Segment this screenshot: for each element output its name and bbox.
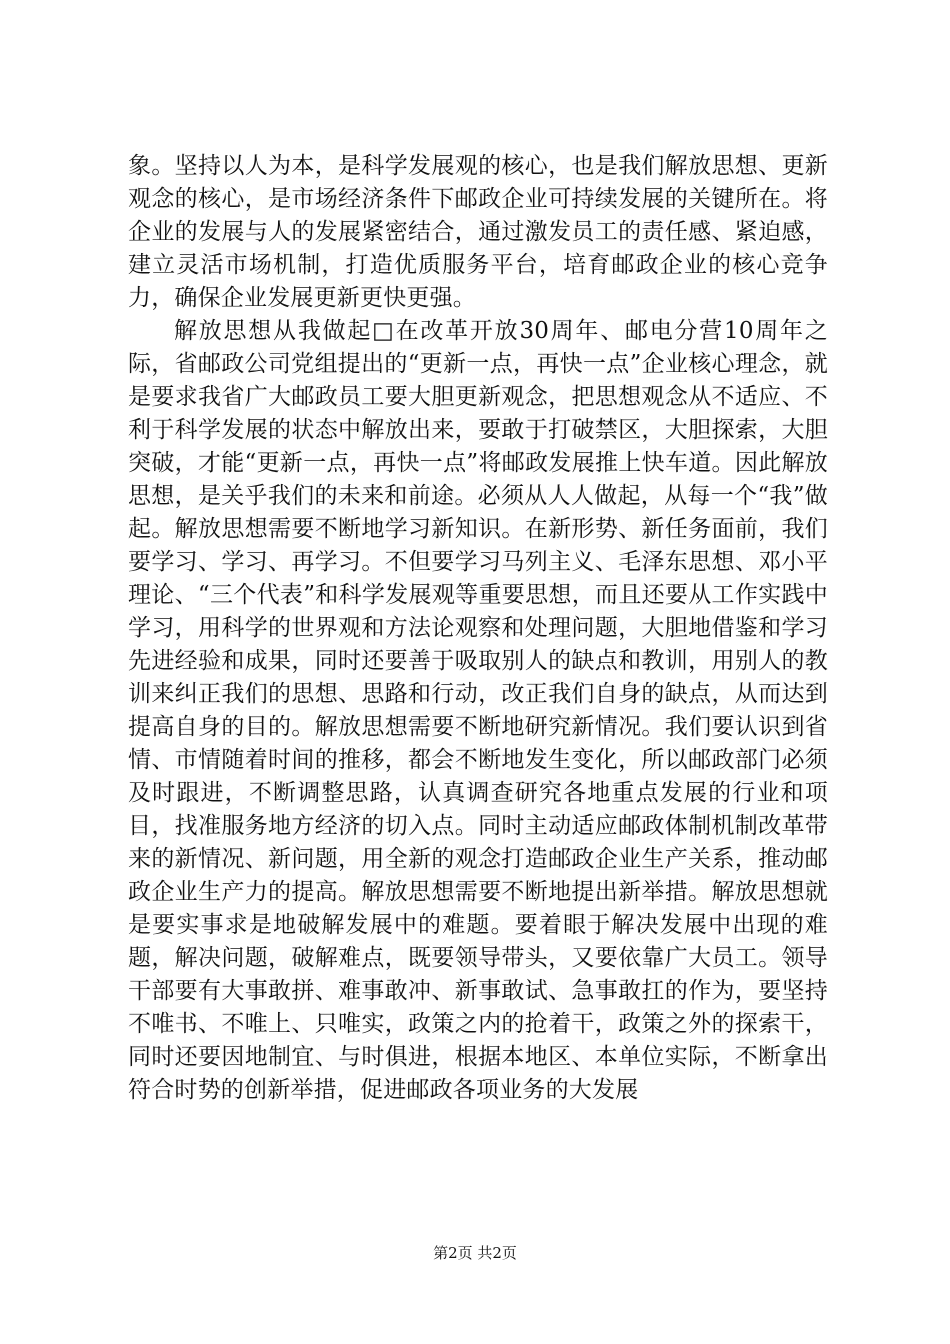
page-number-footer: 第2页 共2页 [433,1244,517,1262]
paragraph-liberate-thinking: 解放思想从我做起□在改革开放30周年、邮电分营10周年之际，省邮政公司党组提出的“更新一点，再快一点”企业核心理念，就是要求我省广大邮政员工要大胆更新观念，把思想观念从不适应、不利于科学发展的状态中解放出来，要敢于打破禁区，大胆探索，大胆突破，才能“更新一点，再快一点”将邮政发展推上快车道。因此解放思想，是关乎我们的未来和前途。必须从人人做起，从每一个“我”做起。解放思想需要不断地学习新知识。在新形势、新任务面前，我们要学习、学习、再学习。不但要学习马列主义、毛泽东思想、邓小平理论、“三个代表”和科学发展观等重要思想，而且还要从工作实践中学习，用科学的世界观和方法论观察和处理问题，大胆地借鉴和学习先进经验和成果，同时还要善于吸取别人的缺点和教训，用别人的教训来纠正我们的思想、思路和行动，改正我们自身的缺点，从而达到提高自身的目的。解放思想需要不断地研究新情况。我们要认识到省情、市情随着时间的推移，都会不断地发生变化，所以邮政部门必须及时跟进，不断调整思路，认真调查研究各地重点发展的行业和项目，找准服务地方经济的切入点。同时主动适应邮政体制机制改革带来的新情况、新问题，用全新的观念打造邮政企业生产关系，推动邮政企业生产力的提高。解放思想需要不断地提出新举措。解放思想就是要实事求是地破解发展中的难题。要着眼于解决发展中出现的难题，解决问题，破解难点，既要领导带头，又要依靠广大员工。领导干部要有大事敢拼、难事敢冲、新事敢试、急事敢扛的作为，要坚持不唯书、不唯上、只唯实，政策之内的抢着干，政策之外的探索干，同时还要因地制宜、与时俱进，根据本地区、本单位实际，不断拿出符合时势的创新举措，促进邮政各项业务的大发展 [128,318,828,1103]
paragraph-continuation: 象。坚持以人为本，是科学发展观的核心，也是我们解放思想、更新观念的核心，是市场经济条件下邮政企业可持续发展的关键所在。将企业的发展与人的发展紧密结合，通过激发员工的责任感、紧迫感，建立灵活市场机制，打造优质服务平台，培育邮政企业的核心竞争力，确保企业发展更新更快更强。 [128,153,828,311]
document-body [128,150,828,1107]
